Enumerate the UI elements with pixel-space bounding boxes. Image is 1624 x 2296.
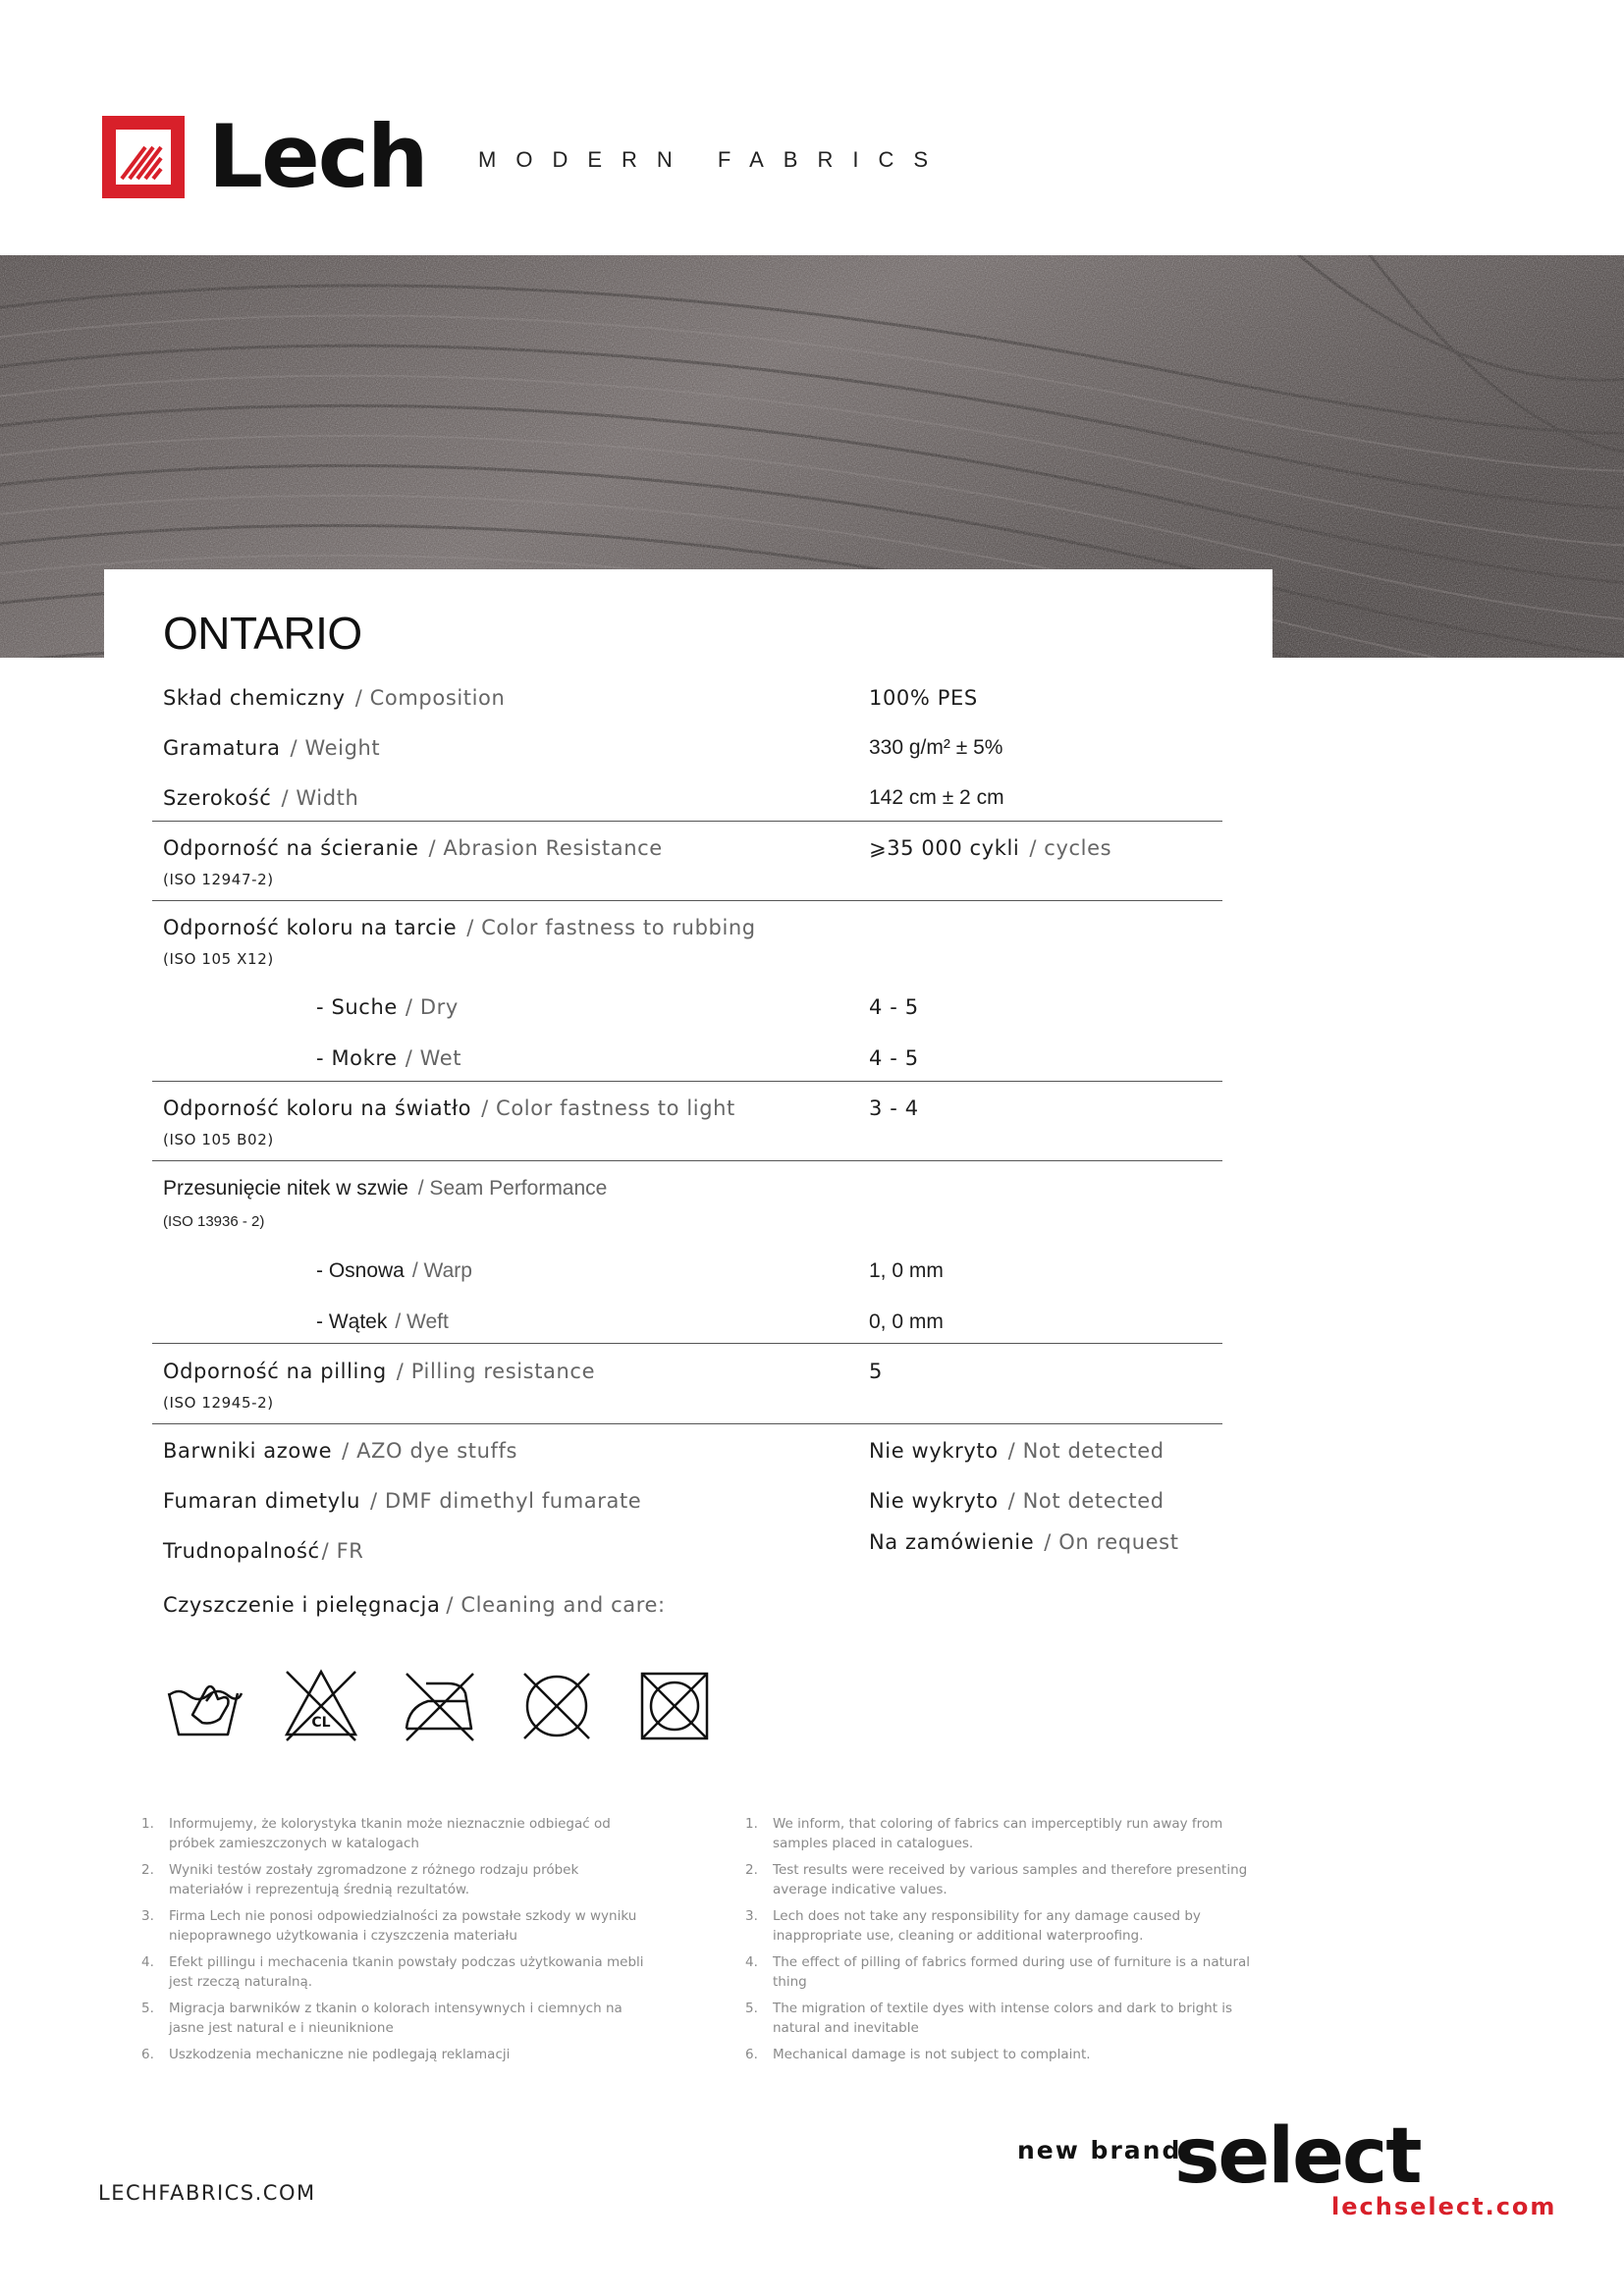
seam-warp-label	[316, 1259, 472, 1283]
rubbing-en: / Color fastness to rubbing	[466, 916, 756, 939]
rubbing-wet-label	[316, 1046, 461, 1070]
abrasion-iso: (ISO 12947-2)	[163, 871, 274, 888]
spec-seam-label	[163, 1177, 607, 1201]
note-item: 5. The migration of textile dyes with intense colors and dark to bright is natural and inevitable	[745, 2001, 1233, 2036]
divider	[152, 1343, 1222, 1344]
light-en: / Color fastness to light	[481, 1096, 735, 1120]
spec-azo-label	[163, 1439, 517, 1463]
care-heading-en: / Cleaning and care:	[446, 1593, 666, 1617]
lech-logo-mark-icon	[102, 116, 185, 198]
rubbing-wet-pl: - Mokre	[316, 1046, 398, 1070]
fr-pl: Trudnopalność	[163, 1539, 320, 1563]
fr-value-en: / On request	[1044, 1530, 1179, 1554]
fr-value-pl: Na zamówienie	[869, 1530, 1035, 1554]
spec-weight-label	[163, 736, 380, 760]
no-dry-clean-icon	[634, 1666, 715, 1746]
azo-value	[869, 1439, 1164, 1463]
note-item: 3. Lech does not take any responsibility for any damage caused by inappropriate use, cleaning or additional waterproofing.	[745, 1908, 1201, 1944]
weight-en: / Weight	[290, 736, 381, 760]
note-item: 2. Wyniki testów zostały zgromadzone z różnego rodzaju próbek materiałów i reprezentują średnią rezultatów.	[141, 1862, 579, 1897]
abrasion-pl: Odporność na ścieranie	[163, 836, 419, 860]
spec-pilling-label	[163, 1360, 595, 1383]
pilling-pl: Odporność na pilling	[163, 1360, 387, 1383]
select-logo: select	[1174, 2112, 1421, 2201]
seam-weft-en: / Weft	[395, 1310, 449, 1333]
light-iso: (ISO 105 B02)	[163, 1131, 274, 1148]
light-value: 3 - 4	[869, 1096, 919, 1120]
notes-polish	[141, 1814, 652, 2071]
spec-fr-label	[163, 1539, 363, 1563]
width-value: 142 cm ± 2 cm	[869, 786, 1004, 809]
note-item: 4. Efekt pillingu i mechacenia tkanin powstały podczas użytkowania mebli jest rzeczą naturalną.	[141, 1954, 644, 1990]
light-pl: Odporność koloru na światło	[163, 1096, 472, 1120]
seam-weft-pl: - Wątek	[316, 1310, 388, 1333]
seam-warp-en: / Warp	[411, 1259, 472, 1282]
rubbing-pl: Odporność koloru na tarcie	[163, 916, 458, 939]
seam-pl: Przesunięcie nitek w szwie	[163, 1177, 408, 1200]
spec-rubbing-label	[163, 916, 756, 939]
lech-logo-text: Lech	[208, 106, 427, 207]
azo-value-en: / Not detected	[1007, 1439, 1164, 1463]
website-link[interactable]: LECHFABRICS.COM	[98, 2181, 316, 2205]
no-iron-icon	[399, 1666, 479, 1746]
dmf-value-en: / Not detected	[1007, 1489, 1164, 1513]
dmf-pl: Fumaran dimetylu	[163, 1489, 360, 1513]
rubbing-dry-value: 4 - 5	[869, 995, 919, 1019]
azo-value-pl: Nie wykryto	[869, 1439, 999, 1463]
notes-english	[745, 1814, 1256, 2071]
divider	[152, 1081, 1222, 1082]
seam-weft-label	[316, 1310, 449, 1334]
note-item: 1. Informujemy, że kolorystyka tkanin może nieznacznie odbiegać od próbek zamieszczonych w katalogach	[141, 1816, 611, 1851]
spec-width-label	[163, 786, 358, 810]
azo-en: / AZO dye stuffs	[342, 1439, 518, 1463]
note-item: 6. Uszkodzenia mechaniczne nie podlegają reklamacji	[141, 2047, 511, 2062]
abrasion-value-pl: ⩾35 000 cykli	[869, 836, 1020, 860]
pilling-iso: (ISO 12945-2)	[163, 1394, 274, 1412]
note-item: 6. Mechanical damage is not subject to complaint.	[745, 2047, 1091, 2062]
note-item: 5. Migracja barwników z tkanin o kolorach intensywnych i ciemnych na jasne jest natural e i nieuniknione	[141, 2001, 623, 2036]
divider	[152, 821, 1222, 822]
fr-en: / FR	[321, 1539, 364, 1563]
width-pl: Szerokość	[163, 786, 272, 810]
no-tumble-dry-icon	[516, 1666, 597, 1746]
care-heading-pl: Czyszczenie i pielęgnacja	[163, 1593, 441, 1617]
rubbing-dry-en: / Dry	[405, 995, 459, 1019]
tagline: MODERN FABRICS	[478, 147, 948, 172]
dmf-value	[869, 1489, 1164, 1513]
spec-dmf-label	[163, 1489, 641, 1513]
rubbing-wet-value: 4 - 5	[869, 1046, 919, 1070]
lech-logo	[102, 106, 427, 207]
divider	[152, 900, 1222, 901]
rubbing-dry-pl: - Suche	[316, 995, 398, 1019]
care-icons	[163, 1666, 715, 1746]
no-bleach-icon	[281, 1666, 361, 1746]
new-brand-label: new brand	[1017, 2136, 1182, 2164]
divider	[152, 1423, 1222, 1424]
seam-warp-pl: - Osnowa	[316, 1259, 405, 1282]
fr-value	[869, 1530, 1179, 1554]
abrasion-value	[869, 836, 1111, 860]
seam-en: / Seam Performance	[417, 1177, 608, 1200]
seam-warp-value: 1, 0 mm	[869, 1259, 944, 1282]
note-item: 2. Test results were received by various samples and therefore presenting average indicative values.	[745, 1862, 1248, 1897]
spec-composition-label	[163, 686, 505, 710]
bleach-label: CL	[311, 1715, 331, 1731]
weight-pl: Gramatura	[163, 736, 281, 760]
hand-wash-icon	[163, 1666, 244, 1746]
note-item: 3. Firma Lech nie ponosi odpowiedzialności za powstałe szkody w wyniku niepoprawnego użytkowania i czyszczenia materiału	[141, 1908, 637, 1944]
seam-weft-value: 0, 0 mm	[869, 1310, 944, 1333]
pilling-value: 5	[869, 1360, 883, 1383]
rubbing-iso: (ISO 105 X12)	[163, 950, 274, 968]
note-item: 1. We inform, that coloring of fabrics can imperceptibly run away from samples placed in catalogues.	[745, 1816, 1223, 1851]
select-website-link[interactable]: lechselect.com	[1331, 2193, 1557, 2220]
care-heading	[163, 1593, 666, 1617]
azo-pl: Barwniki azowe	[163, 1439, 333, 1463]
spec-abrasion-label	[163, 836, 663, 860]
note-item: 4. The effect of pilling of fabrics formed during use of furniture is a natural thing	[745, 1954, 1251, 1990]
abrasion-en: / Abrasion Resistance	[428, 836, 663, 860]
composition-en: / Composition	[354, 686, 506, 710]
rubbing-dry-label	[316, 995, 459, 1019]
rubbing-wet-en: / Wet	[405, 1046, 462, 1070]
width-en: / Width	[281, 786, 359, 810]
spec-light-label	[163, 1096, 735, 1120]
pilling-en: / Pilling resistance	[396, 1360, 596, 1383]
composition-pl: Skład chemiczny	[163, 686, 346, 710]
abrasion-value-en: / cycles	[1029, 836, 1112, 860]
dmf-en: / DMF dimethyl fumarate	[370, 1489, 642, 1513]
composition-value: 100% PES	[869, 686, 978, 710]
product-title: ONTARIO	[163, 608, 362, 659]
divider	[152, 1160, 1222, 1161]
dmf-value-pl: Nie wykryto	[869, 1489, 999, 1513]
seam-iso: (ISO 13936 - 2)	[163, 1213, 265, 1230]
weight-value: 330 g/m² ± 5%	[869, 736, 1003, 759]
